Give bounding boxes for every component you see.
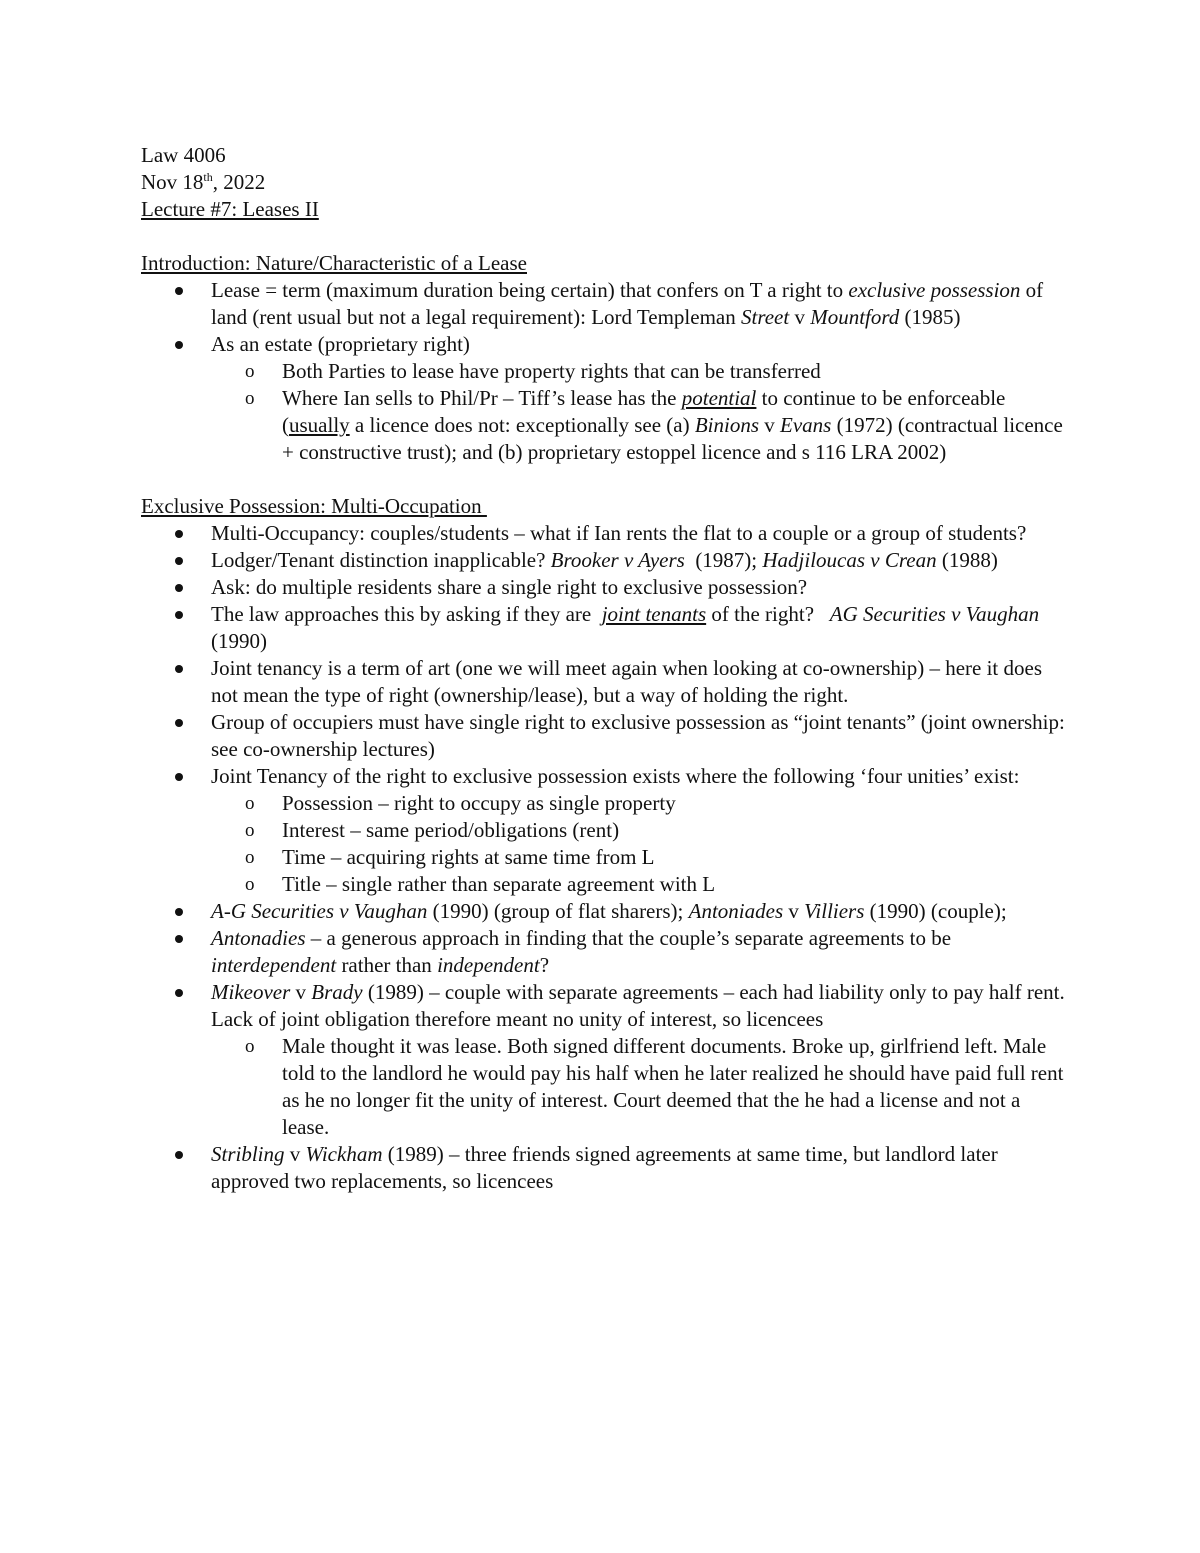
course-code: Law 4006 xyxy=(141,143,226,167)
list-item: Lease = term (maximum duration being certain) that confers on T a right to exclusive possession of land (rent usual but not a legal requirement): Lord Templeman Street v Mountford (1985) xyxy=(141,277,1070,331)
list-item: Antonadies – a generous approach in finding that the couple’s separate agreements to be interdependent rather than independent? xyxy=(141,925,1070,979)
bullet-icon xyxy=(175,584,183,592)
date-suffix: th xyxy=(203,170,213,184)
sub-list-item: o Both Parties to lease have property rights that can be transferred xyxy=(245,359,821,383)
list-item: Lodger/Tenant distinction inapplicable? Brooker v Ayers (1987); Hadjiloucas v Crean (1988) xyxy=(141,547,1070,574)
circle-bullet-icon: o xyxy=(245,820,255,841)
bullet-icon xyxy=(175,557,183,565)
lecture-date: Nov 18th, 2022 xyxy=(141,170,266,194)
bullet-icon xyxy=(175,287,183,295)
list-item: Stribling v Wickham (1989) – three friends signed agreements at same time, but landlord later approved two replacements, so licencees xyxy=(141,1141,1070,1195)
list-item: Group of occupiers must have single right to exclusive possession as “joint tenants” (joint ownership: see co-ownership lectures) xyxy=(141,709,1070,763)
lecture-title: Lecture #7: Leases II xyxy=(141,197,319,221)
sub-list xyxy=(211,358,1070,466)
sub-list xyxy=(211,790,1070,898)
bullet-icon xyxy=(175,908,183,916)
bullet-icon xyxy=(175,935,183,943)
sub-list xyxy=(211,1033,1070,1141)
circle-bullet-icon: o xyxy=(245,793,255,814)
list-item: Mikeover v Brady (1989) – couple with separate agreements – each had liability only to pay half rent. Lack of joint obligation therefore meant no unity of interest, so licencees o Male thought it was lease. Both signed different documents. Broke up, girlfriend left. Male told to the landlord he would pay his half when he later realized he should have paid full rent as he no longer fit the unity of interest. Court deemed that the he had a license and not a lease. xyxy=(141,979,1070,1141)
list-item: Ask: do multiple residents share a single right to exclusive possession? xyxy=(141,574,1070,601)
bullet-icon xyxy=(175,611,183,619)
bullet-icon xyxy=(175,530,183,538)
list-item: Joint Tenancy of the right to exclusive possession exists where the following ‘four unities’ exist: o Possession – right to occupy as single property o Interest – same period/obligations (rent) o Time – acquiring rights at same time from L o Title – single rather than separate agreement with L xyxy=(141,763,1070,898)
circle-bullet-icon: o xyxy=(245,874,255,895)
list-item: A-G Securities v Vaughan (1990) (group of flat sharers); Antoniades v Villiers (1990) (couple); xyxy=(141,898,1070,925)
bullet-icon xyxy=(175,719,183,727)
sub-list-item: o Title – single rather than separate agreement with L xyxy=(245,872,716,896)
bullet-icon xyxy=(175,341,183,349)
multi-bullet-list xyxy=(141,520,1070,1195)
intro-bullet-list xyxy=(141,277,1070,466)
section-heading-multi-occupation: Exclusive Possession: Multi-Occupation xyxy=(141,494,487,518)
bullet-icon xyxy=(175,665,183,673)
bullet-icon xyxy=(175,1151,183,1159)
list-item: Multi-Occupancy: couples/students – what if Ian rents the flat to a couple or a group of students? xyxy=(141,520,1070,547)
circle-bullet-icon: o xyxy=(245,388,255,409)
sub-list-item: o Interest – same period/obligations (rent) xyxy=(245,818,620,842)
circle-bullet-icon: o xyxy=(245,361,255,382)
bullet-icon xyxy=(175,989,183,997)
sub-list-item: o Time – acquiring rights at same time from L xyxy=(245,845,655,869)
sub-list-item: o Male thought it was lease. Both signed different documents. Broke up, girlfriend left. Male told to the landlord he would pay his half when he later realized he should have paid full rent as he no longer fit the unity of interest. Court deemed that the he had a license and not a lease. xyxy=(245,1034,1064,1139)
circle-bullet-icon: o xyxy=(245,847,255,868)
bullet-icon xyxy=(175,773,183,781)
list-item: As an estate (proprietary right) o Both Parties to lease have property rights that can be transferred o Where Ian sells to Phil/Pr – Tiff’s lease has the potential to continue to be enforceable (usually a licence does not: exceptionally see (a) Binions v Evans (1972) (contractual licence + constructive trust); and (b) proprietary estoppel licence and s 116 LRA 2002) xyxy=(141,331,1070,466)
sub-list-item: o Possession – right to occupy as single property xyxy=(245,791,676,815)
list-item: Joint tenancy is a term of art (one we will meet again when looking at co-ownership) – here it does not mean the type of right (ownership/lease), but a way of holding the right. xyxy=(141,655,1070,709)
circle-bullet-icon: o xyxy=(245,1036,255,1057)
section-heading-intro: Introduction: Nature/Characteristic of a Lease xyxy=(141,251,527,275)
sub-list-item: o Where Ian sells to Phil/Pr – Tiff’s lease has the potential to continue to be enforceable (usually a licence does not: exceptionally see (a) Binions v Evans (1972) (contractual licence + constructive trust); and (b) proprietary estoppel licence and s 116 LRA 2002) xyxy=(245,386,1063,464)
list-item: The law approaches this by asking if they are joint tenants of the right? AG Securities v Vaughan (1990) xyxy=(141,601,1070,655)
